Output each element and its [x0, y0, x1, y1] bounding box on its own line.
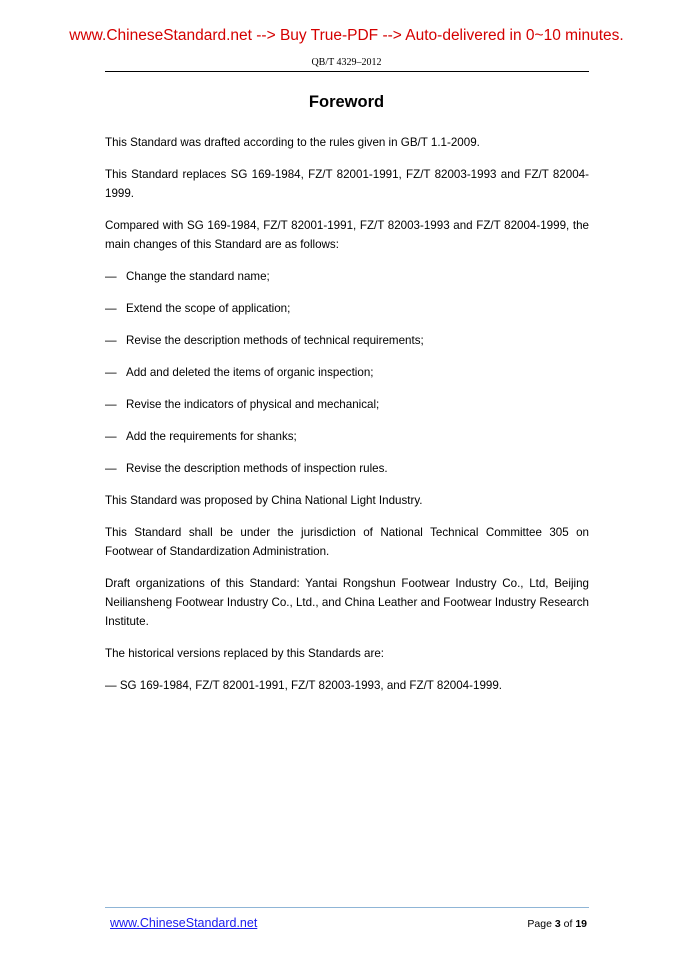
page-total: 19 [575, 918, 587, 930]
list-item [105, 267, 589, 286]
paragraph-historical-versions: The historical versions replaced by this Standards are: [105, 647, 385, 660]
page-of: of [563, 918, 573, 930]
page-label: Page [527, 918, 552, 930]
page-title: Foreword [308, 93, 385, 111]
dash-marker: — [105, 366, 117, 379]
paragraph-replaces: This Standard replaces SG 169-1984, FZ/T 82001-1991, FZ/T 82003-1993 and FZ/T 82004-1999. [105, 168, 589, 200]
list-item [105, 427, 589, 446]
paragraph-jurisdiction: This Standard shall be under the jurisdiction of National Technical Committee 305 on Footwear of Standardization Administration. [105, 526, 589, 558]
page-current: 3 [554, 918, 561, 930]
list-item [105, 395, 589, 414]
dash-marker: — [105, 334, 117, 347]
header-divider [105, 71, 589, 72]
paragraph-draft-organizations: Draft organizations of this Standard: Yantai Rongshun Footwear Industry Co., Ltd, Beijing Neiliansheng Footwear Industry Co., Ltd., and China Leather and Footwear Industry Research Institute. [105, 577, 589, 628]
dash-marker: — [105, 462, 117, 475]
list-item [105, 459, 589, 478]
dash-marker: — [105, 270, 117, 283]
footer-website-link[interactable]: www.ChineseStandard.net [110, 916, 258, 930]
document-code: QB/T 4329–2012 [311, 57, 382, 68]
dash-marker: — [105, 302, 117, 315]
list-item [105, 299, 589, 318]
paragraph-drafting-rules: This Standard was drafted according to the rules given in GB/T 1.1-2009. [105, 136, 480, 149]
list-item-text: Revise the description methods of technical requirements; [126, 334, 424, 347]
document-body [105, 133, 589, 708]
paragraph-main-changes: Compared with SG 169-1984, FZ/T 82001-1991, FZ/T 82003-1993 and FZ/T 82004-1999, the main changes of this Standard are as follows: [105, 219, 589, 251]
dash-marker: — [105, 398, 117, 411]
page-number [527, 918, 587, 930]
footer-divider [105, 907, 589, 908]
list-item-text: Add and deleted the items of organic inspection; [126, 366, 374, 379]
dash-marker: — [105, 430, 117, 443]
list-item [105, 331, 589, 350]
list-item-text: Add the requirements for shanks; [126, 430, 297, 443]
list-item-text: Revise the description methods of inspection rules. [126, 462, 388, 475]
paragraph-historical-list: — SG 169-1984, FZ/T 82001-1991, FZ/T 82003-1993, and FZ/T 82004-1999. [105, 679, 503, 692]
paragraph-proposed-by: This Standard was proposed by China National Light Industry. [105, 494, 423, 507]
list-item-text: Extend the scope of application; [126, 302, 291, 315]
list-item [105, 363, 589, 382]
promo-banner: www.ChineseStandard.net --> Buy True-PDF --> Auto-delivered in 0~10 minutes. [69, 27, 624, 44]
list-item-text: Revise the indicators of physical and mechanical; [126, 398, 380, 411]
list-item-text: Change the standard name; [126, 270, 270, 283]
